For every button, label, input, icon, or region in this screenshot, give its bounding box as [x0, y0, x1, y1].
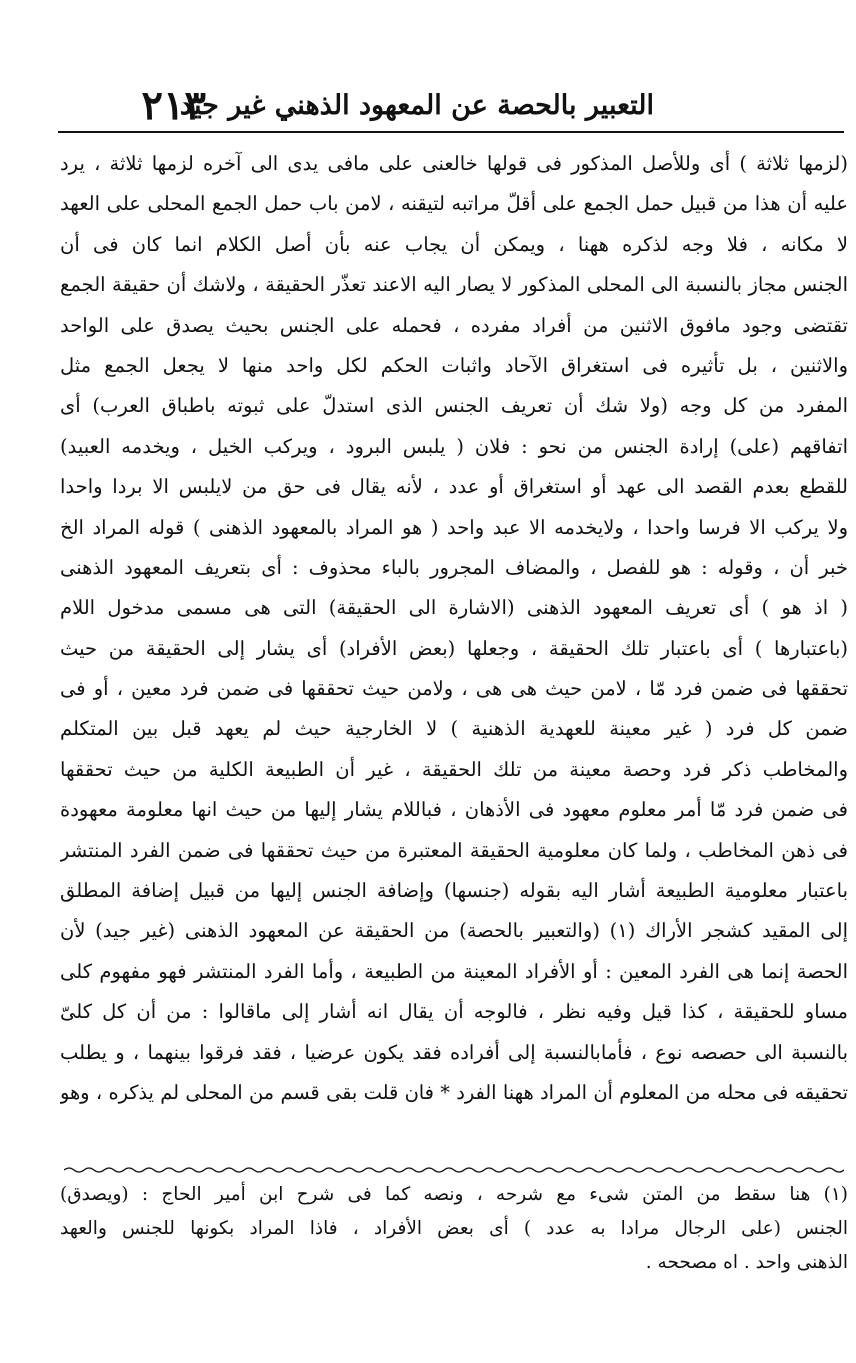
text-line: تحقيقه فى محله من المعلوم أن المراد ههنا الفرد * فان قلت بقى قسم من المحلى لم يذكره ، وهو — [60, 1080, 848, 1104]
footnotes — [60, 1178, 848, 1280]
footnote-divider — [64, 1166, 844, 1174]
text-line: لا مكانه ، فلا وجه لذكره ههنا ، ويمكن أن يجاب عنه بأن أصل الكلام انما كان فى أن — [60, 232, 848, 256]
text-line: ولا يركب الا فرسا واحدا ، ولايخدمه الا عبد واحد ( هو المراد بالمعهود الذهنى ) قوله المراد الخ — [60, 515, 848, 539]
text-line: الحصة إنما هى الفرد المعين : أو الأفراد المعينة من الطبيعة ، وأما الفرد المنتشر فهو مفهوم كلى — [60, 959, 848, 983]
text-line: تحققها فى ضمن فرد مّا ، لامن حيث هى هى ، ولامن حيث تحققها فى ضمن فرد معين ، أو فى — [60, 677, 848, 701]
text-line: والمخاطب ذكر فرد وحصة معينة من تلك الحقيقة ، غير أن الطبيعة الكلية من حيث تحققها — [60, 757, 848, 781]
text-line: إلى المقيد كشجر الأراك (١) (والتعبير بالحصة) من الحقيقة عن المعهود الذهنى (غير جيد) لأن — [60, 919, 848, 943]
text-line: (باعتبارها ) أى باعتبار تلك الحقيقة ، وجعلها (بعض الأفراد) أى يشار إلى الحقيقة من حيث — [60, 636, 848, 660]
text-line: للقطع بعدم القصد الى عهد أو استغراق أو عدد ، لأنه يقال فى حق من لايلبس الا بردا واحدا — [60, 475, 848, 499]
text-line: ضمن كل فرد ( غير معينة للعهدية الذهنية ) لا الخارجية حيث لم يعهد قبل بين المتكلم — [60, 717, 848, 741]
text-line: خبر أن ، وقوله : هو للفصل ، والمضاف المجرور بالباء محذوف : أى بتعريف المعهود الذهنى — [60, 555, 848, 579]
header-title: التعبير بالحصة عن المعهود الذهني غير جيد — [179, 90, 654, 121]
footnote-line: (١) هنا سقط من المتن شىء مع شرحه ، ونصه كما فى شرح ابن أمير الحاج : (ويصدق) — [60, 1184, 848, 1205]
page-number: ٢١٣ — [141, 82, 206, 129]
text-line: باعتبار معلومية الطبيعة أشار اليه بقوله (جنسها) وإضافة الجنس إليها من قبيل إضافة المطلق — [60, 879, 848, 903]
footnote-line: الذهنى واحد . اه مصححه . — [645, 1252, 848, 1273]
text-line: (لزمها ثلاثة ) أى وللأصل المذكور فى قولها خالعنى على مافى يدى الى آخره لزمها ثلاثة ، يرد — [60, 152, 848, 175]
running-header — [58, 82, 844, 132]
text-line: مساو للحقيقة ، كذا قيل وفيه نظر ، فالوجه أن يقال انه أشار إلى ماقالوا : من أن كل كلىّ — [60, 1000, 848, 1024]
text-line: فى ذهن المخاطب ، ولما كان معلومية الحقيقة المعتبرة من حيث تحققها فى ضمن الفرد المنتشر — [60, 838, 848, 862]
text-line: اتفاقهم (على) إرادة الجنس من نحو : فلان ( يلبس البرود ، ويركب الخيل ، ويخدمه العبيد) — [60, 434, 848, 458]
text-line: بالنسبة الى حصصه نوع ، فأمابالنسبة إلى أفراده فقد يكون عرضيا ، فقد فرقوا بينهما ، و يطلب — [60, 1040, 848, 1064]
main-text — [60, 144, 848, 1113]
header-rule — [58, 131, 844, 133]
footnote-line: الجنس (على الرجال مرادا به عدد ) أى بعض الأفراد ، فاذا المراد بكونها للجنس والعهد — [60, 1218, 848, 1239]
text-line: فى ضمن فرد مّا أمر معلوم معهود فى الأذهان ، فباللام يشار إليها من حيث انها معلومة معهودة — [60, 798, 848, 822]
text-line: المفرد من كل وجه (ولا شك أن تعريف الجنس الذى استدلّ على ثبوته باطباق العرب) أى — [60, 394, 848, 418]
text-line: ( اذ هو ) أى تعريف المعهود الذهنى (الاشارة الى الحقيقة) التى هى مسمى مدخول اللام — [60, 596, 848, 620]
text-line: عليه أن هذا من قبيل حمل الجمع على أقلّ مراتبه لتيقنه ، لامن باب حمل الجمع المحلى على العهد — [60, 192, 848, 216]
text-line: تقتضى وجود مافوق الاثنين من أفراد مفرده ، فحمله على الجنس بحيث يصدق على الواحد — [60, 313, 848, 337]
text-line: الجنس مجاز بالنسبة الى المحلى المذكور لا يصار اليه الاعند تعذّر الحقيقة ، ولاشك أن حقيقة الجمع — [60, 273, 848, 297]
text-line: والاثنين ، بل تأثيره فى استغراق الآحاد واثبات الحكم لكل واحد منها لا يجعل الجمع مثل — [60, 353, 848, 377]
